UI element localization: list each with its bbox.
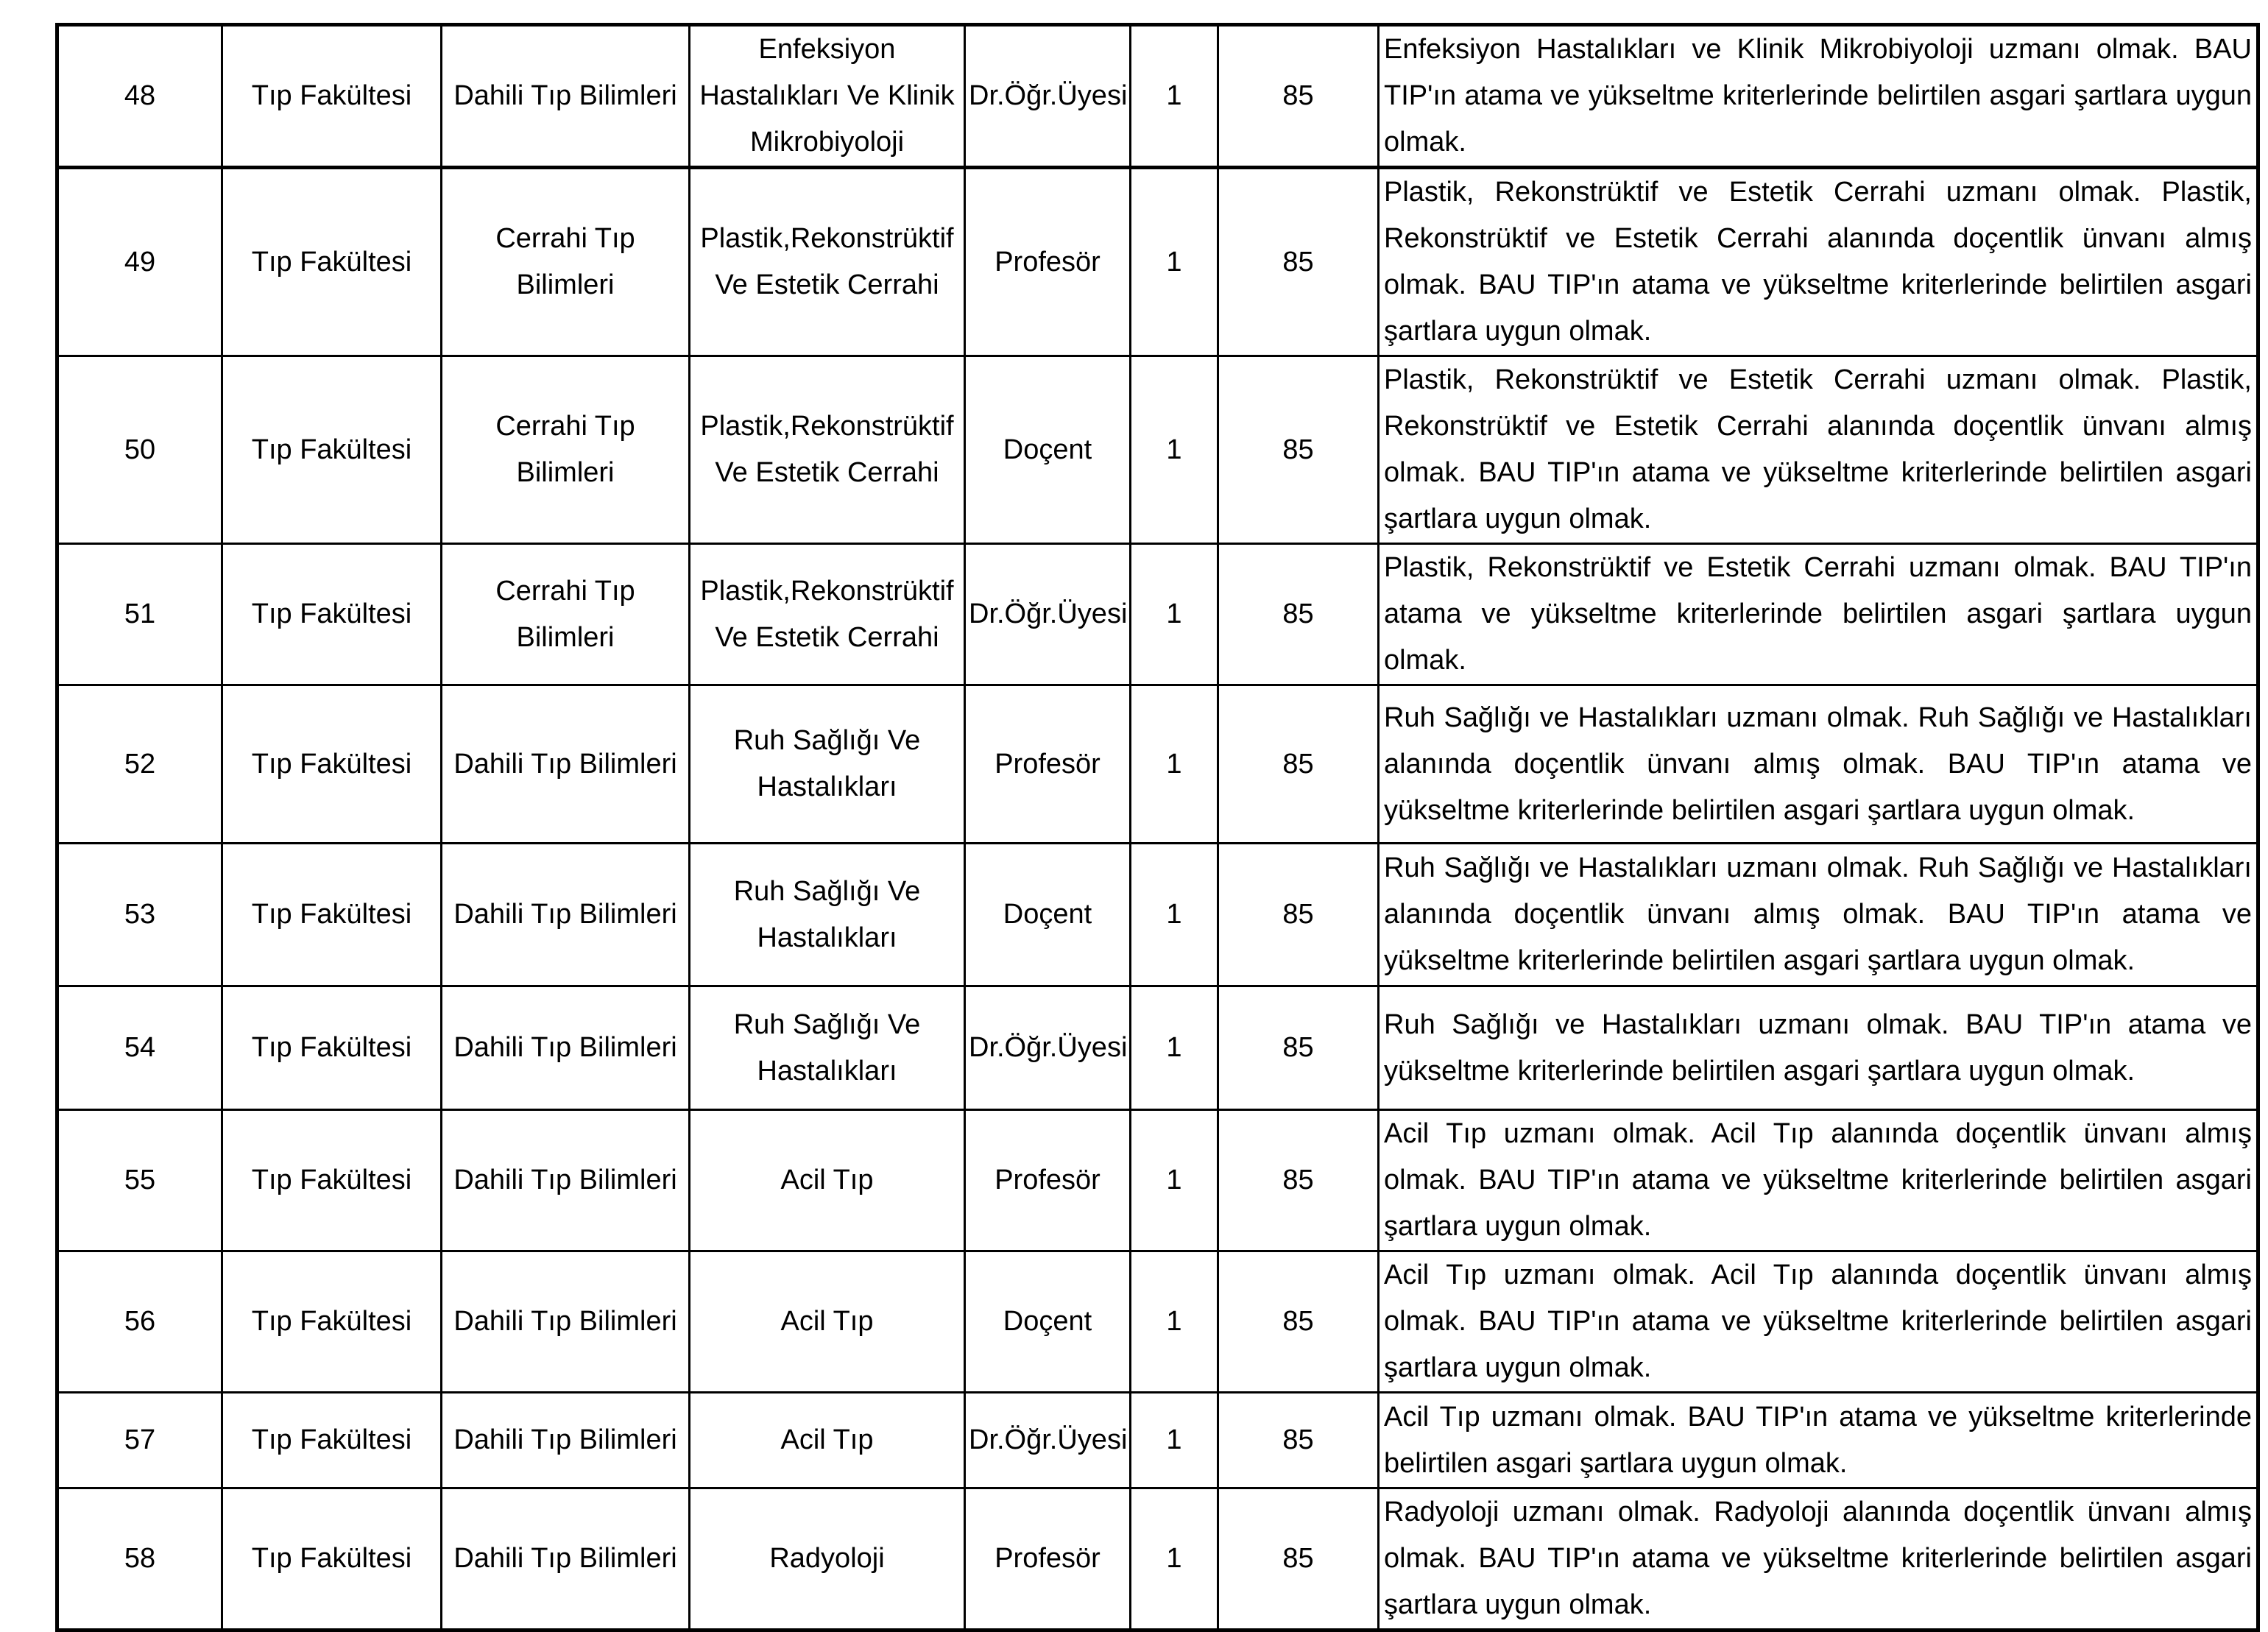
faculty-cell: Tıp Fakültesi [222,25,442,168]
row-number: 53 [57,844,222,986]
requirements-cell: Radyoloji uzmanı olmak. Radyoloji alanında doçentlik ünvanı almış olmak. BAU TIP'ın atama ve yükseltme kriterlerinde belirtilen asgari şartlara uygun olmak. [1379,1488,2258,1631]
faculty-cell: Tıp Fakültesi [222,168,442,356]
score-cell: 85 [1218,685,1379,844]
field-cell: Acil Tıp [690,1110,965,1251]
faculty-cell: Tıp Fakültesi [222,1110,442,1251]
score-cell: 85 [1218,356,1379,544]
position-count-cell: 1 [1131,1110,1218,1251]
requirements-cell: Ruh Sağlığı ve Hastalıkları uzmanı olmak. Ruh Sağlığı ve Hastalıkları alanında doçentlik ünvanı almış olmak. BAU TIP'ın atama ve yükseltme kriterlerinde belirtilen asgari şartlara uygun olmak. [1379,685,2258,844]
table-row [57,1488,2258,1631]
field-cell: Radyoloji [690,1488,965,1631]
requirements-cell: Enfeksiyon Hastalıkları ve Klinik Mikrobiyoloji uzmanı olmak. BAU TIP'ın atama ve yükseltme kriterlerinde belirtilen asgari şartlara uygun olmak. [1379,25,2258,168]
position-count-cell: 1 [1131,1488,1218,1631]
row-number: 48 [57,25,222,168]
department-cell: Cerrahi Tıp Bilimleri [442,356,690,544]
academic-title-cell: Profesör [965,1110,1131,1251]
row-number: 57 [57,1393,222,1488]
department-cell: Dahili Tıp Bilimleri [442,25,690,168]
department-cell: Dahili Tıp Bilimleri [442,1110,690,1251]
table-row [57,986,2258,1110]
field-cell: Ruh Sağlığı Ve Hastalıkları [690,986,965,1110]
department-cell: Dahili Tıp Bilimleri [442,1251,690,1393]
field-cell: Acil Tıp [690,1251,965,1393]
row-number: 49 [57,168,222,356]
table-row [57,1393,2258,1488]
score-cell: 85 [1218,1251,1379,1393]
position-count-cell: 1 [1131,1251,1218,1393]
academic-title-cell: Doçent [965,356,1131,544]
field-cell: Ruh Sağlığı Ve Hastalıkları [690,844,965,986]
score-cell: 85 [1218,844,1379,986]
academic-title-cell: Doçent [965,1251,1131,1393]
academic-title-cell: Dr.Öğr.Üyesi [965,25,1131,168]
table-row [57,1110,2258,1251]
faculty-cell: Tıp Fakültesi [222,844,442,986]
row-number: 58 [57,1488,222,1631]
positions-table [55,23,2260,1632]
requirements-cell: Plastik, Rekonstrüktif ve Estetik Cerrahi uzmanı olmak. BAU TIP'ın atama ve yükseltme kriterlerinde belirtilen asgari şartlara uygun olmak. [1379,544,2258,685]
position-count-cell: 1 [1131,986,1218,1110]
row-number: 51 [57,544,222,685]
faculty-cell: Tıp Fakültesi [222,1251,442,1393]
row-number: 56 [57,1251,222,1393]
field-cell: Plastik,Rekonstrüktif Ve Estetik Cerrahi [690,544,965,685]
position-count-cell: 1 [1131,25,1218,168]
table-row [57,168,2258,356]
field-cell: Acil Tıp [690,1393,965,1488]
department-cell: Cerrahi Tıp Bilimleri [442,168,690,356]
table-row [57,25,2258,168]
table-row [57,844,2258,986]
department-cell: Dahili Tıp Bilimleri [442,1393,690,1488]
field-cell: Plastik,Rekonstrüktif Ve Estetik Cerrahi [690,168,965,356]
score-cell: 85 [1218,544,1379,685]
row-number: 52 [57,685,222,844]
score-cell: 85 [1218,168,1379,356]
score-cell: 85 [1218,1488,1379,1631]
score-cell: 85 [1218,25,1379,168]
table-row [57,1251,2258,1393]
faculty-cell: Tıp Fakültesi [222,356,442,544]
academic-title-cell: Doçent [965,844,1131,986]
position-count-cell: 1 [1131,168,1218,356]
academic-title-cell: Dr.Öğr.Üyesi [965,544,1131,685]
department-cell: Cerrahi Tıp Bilimleri [442,544,690,685]
faculty-cell: Tıp Fakültesi [222,1393,442,1488]
position-count-cell: 1 [1131,356,1218,544]
score-cell: 85 [1218,1393,1379,1488]
row-number: 54 [57,986,222,1110]
department-cell: Dahili Tıp Bilimleri [442,1488,690,1631]
table-row [57,356,2258,544]
department-cell: Dahili Tıp Bilimleri [442,685,690,844]
faculty-cell: Tıp Fakültesi [222,1488,442,1631]
field-cell: Plastik,Rekonstrüktif Ve Estetik Cerrahi [690,356,965,544]
faculty-cell: Tıp Fakültesi [222,685,442,844]
academic-title-cell: Profesör [965,1488,1131,1631]
field-cell: Ruh Sağlığı Ve Hastalıkları [690,685,965,844]
requirements-cell: Acil Tıp uzmanı olmak. Acil Tıp alanında doçentlik ünvanı almış olmak. BAU TIP'ın atama ve yükseltme kriterlerinde belirtilen asgari şartlara uygun olmak. [1379,1251,2258,1393]
department-cell: Dahili Tıp Bilimleri [442,986,690,1110]
position-count-cell: 1 [1131,544,1218,685]
position-count-cell: 1 [1131,685,1218,844]
table-row [57,685,2258,844]
score-cell: 85 [1218,986,1379,1110]
academic-title-cell: Profesör [965,168,1131,356]
requirements-cell: Ruh Sağlığı ve Hastalıkları uzmanı olmak. Ruh Sağlığı ve Hastalıkları alanında doçentlik ünvanı almış olmak. BAU TIP'ın atama ve yükseltme kriterlerinde belirtilen asgari şartlara uygun olmak. [1379,844,2258,986]
table-row [57,544,2258,685]
academic-title-cell: Dr.Öğr.Üyesi [965,1393,1131,1488]
row-number: 55 [57,1110,222,1251]
faculty-cell: Tıp Fakültesi [222,986,442,1110]
score-cell: 85 [1218,1110,1379,1251]
academic-title-cell: Dr.Öğr.Üyesi [965,986,1131,1110]
requirements-cell: Ruh Sağlığı ve Hastalıkları uzmanı olmak. BAU TIP'ın atama ve yükseltme kriterlerinde belirtilen asgari şartlara uygun olmak. [1379,986,2258,1110]
field-cell: Enfeksiyon Hastalıkları Ve Klinik Mikrobiyoloji [690,25,965,168]
position-count-cell: 1 [1131,844,1218,986]
requirements-cell: Acil Tıp uzmanı olmak. Acil Tıp alanında doçentlik ünvanı almış olmak. BAU TIP'ın atama ve yükseltme kriterlerinde belirtilen asgari şartlara uygun olmak. [1379,1110,2258,1251]
department-cell: Dahili Tıp Bilimleri [442,844,690,986]
faculty-cell: Tıp Fakültesi [222,544,442,685]
row-number: 50 [57,356,222,544]
position-count-cell: 1 [1131,1393,1218,1488]
requirements-cell: Plastik, Rekonstrüktif ve Estetik Cerrahi uzmanı olmak. Plastik, Rekonstrüktif ve Estetik Cerrahi alanında doçentlik ünvanı almış olmak. BAU TIP'ın atama ve yükseltme kriterlerinde belirtilen asgari şartlara uygun olmak. [1379,168,2258,356]
requirements-cell: Acil Tıp uzmanı olmak. BAU TIP'ın atama ve yükseltme kriterlerinde belirtilen asgari şartlara uygun olmak. [1379,1393,2258,1488]
academic-title-cell: Profesör [965,685,1131,844]
requirements-cell: Plastik, Rekonstrüktif ve Estetik Cerrahi uzmanı olmak. Plastik, Rekonstrüktif ve Estetik Cerrahi alanında doçentlik ünvanı almış olmak. BAU TIP'ın atama ve yükseltme kriterlerinde belirtilen asgari şartlara uygun olmak. [1379,356,2258,544]
